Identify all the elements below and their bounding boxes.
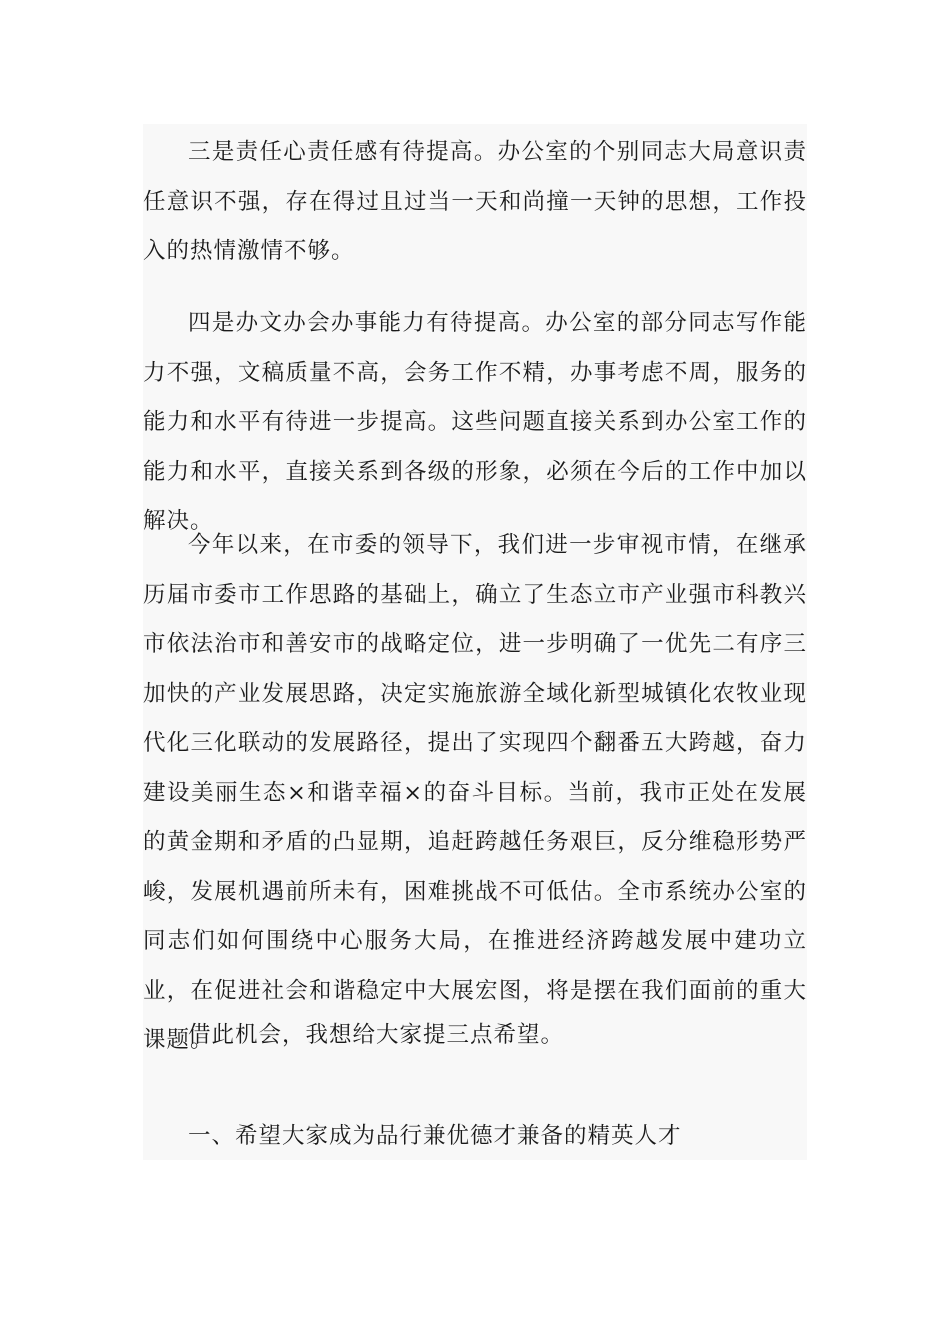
document-body: [143, 124, 807, 1160]
paragraph-development: 今年以来，在市委的领导下，我们进一步审视市情，在继承历届市委市工作思路的基础上，确立了生态立市产业强市科教兴市依法治市和善安市的战略定位，进一步明确了一优先二有序三加快的产业发展思路，决定实施旅游全域化新型城镇化农牧业现代化三化联动的发展路径，提出了实现四个翻番五大跨越，奋力建设美丽生态×和谐幸福×的奋斗目标。当前，我市正处在发展的黄金期和矛盾的凸显期，追赶跨越任务艰巨，反分维稳形势严峻，发展机遇前所未有，困难挑战不可低估。全市系统办公室的同志们如何围绕中心服务大局，在推进经济跨越发展中建功立业，在促进社会和谐稳定中大展宏图，将是摆在我们面前的重大课题。: [143, 532, 807, 1053]
paragraph-hopes-intro: 借此机会，我想给大家提三点希望。: [188, 1022, 565, 1048]
paragraph-responsibility: 三是责任心责任感有待提高。办公室的个别同志大局意识责任意识不强，存在得过且过当一天和尚撞一天钟的思想，工作投入的热情激情不够。: [143, 139, 807, 264]
paragraph-ability: 四是办文办会办事能力有待提高。办公室的部分同志写作能力不强，文稿质量不高，会务工作不精，办事考虑不周，服务的能力和水平有待进一步提高。这些问题直接关系到办公室工作的能力和水平，直接关系到各级的形象，必须在今后的工作中加以解决。: [143, 310, 807, 534]
section-heading-first-hope: 一、希望大家成为品行兼优德才兼备的精英人才: [188, 1123, 682, 1149]
